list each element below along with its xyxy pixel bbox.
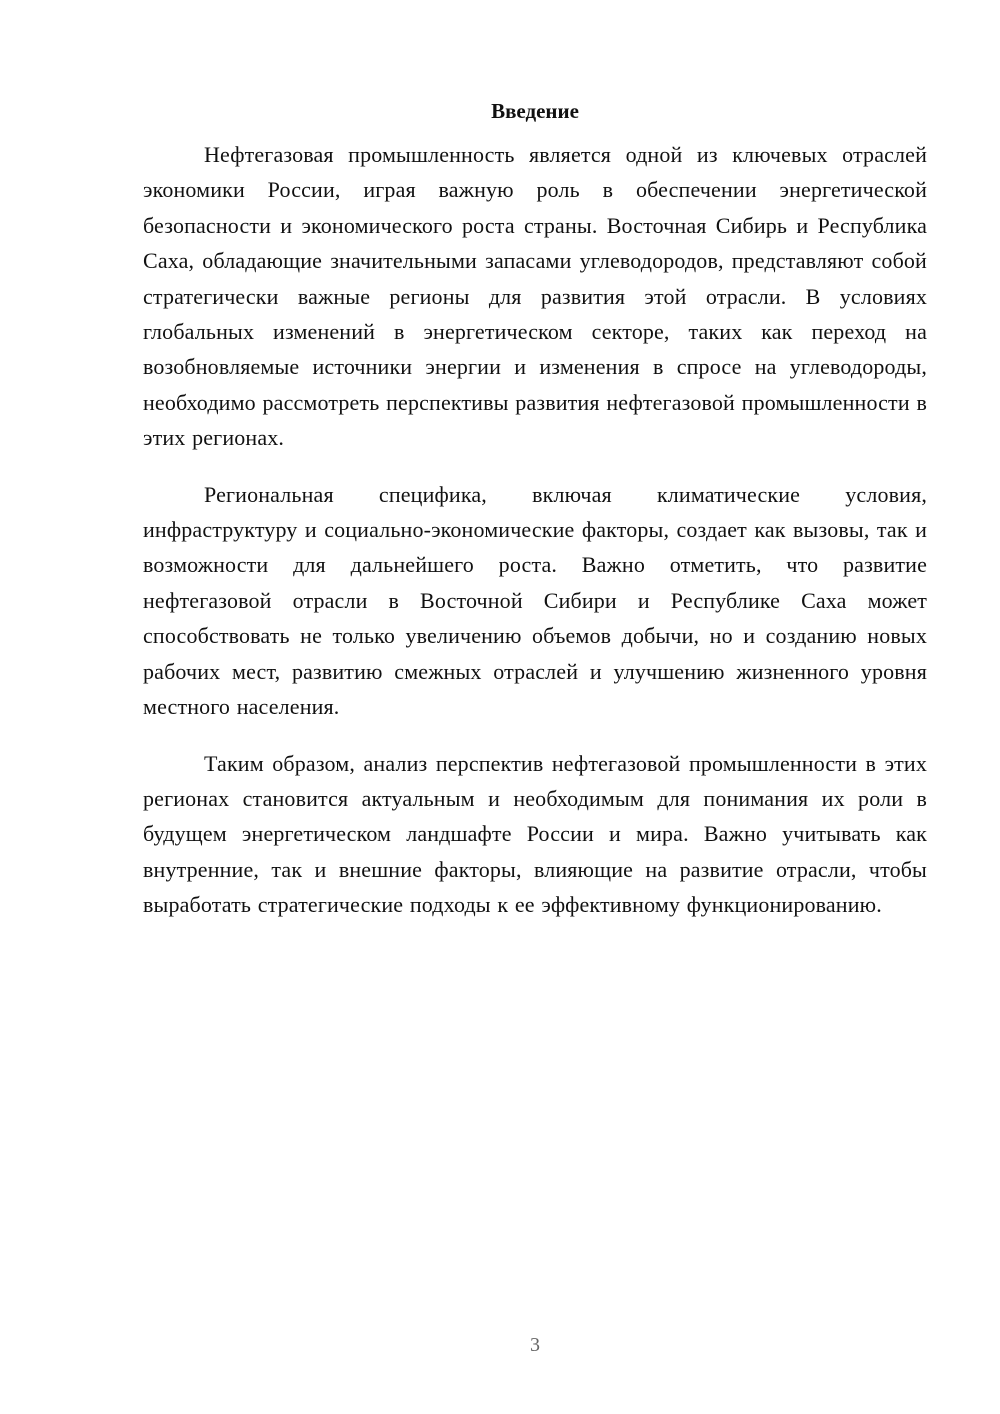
page-content bbox=[143, 96, 927, 944]
paragraph-3: Таким образом, анализ перспектив нефтегазовой промышленности в этих регионах становится актуальным и необходимым для понимания их роли в будущем энергетическом ландшафте России и мира. Важно учитывать как внутренние, так и внешние факторы, влияющие на развитие отрасли, чтобы выработать стратегические подходы к ее эффективному функционированию. bbox=[143, 750, 927, 918]
page-number: 3 bbox=[530, 1334, 540, 1356]
paragraph-1: Нефтегазовая промышленность является одной из ключевых отраслей экономики России, играя важную роль в обеспечении энергетической безопасности и экономического роста страны. Восточная Сибирь и Республика Саха, обладающие значительными запасами углеводородов, представляют собой стратегически важные регионы для развития этой отрасли. В условиях глобальных изменений в энергетическом секторе, таких как переход на возобновляемые источники энергии и изменения в спросе на углеводороды, необходимо рассмотреть перспективы развития нефтегазовой промышленности в этих регионах. bbox=[143, 142, 927, 451]
paragraph-2: Региональная специфика, включая климатические условия, инфраструктуру и социально-экономические факторы, создает как вызовы, так и возможности для дальнейшего роста. Важно отметить, что развитие нефтегазовой отрасли в Восточной Сибири и Республике Саха может способствовать не только увеличению объемов добычи, но и созданию новых рабочих мест, развитию смежных отраслей и улучшению жизненного уровня местного населения. bbox=[143, 481, 927, 720]
section-title: Введение bbox=[491, 99, 579, 123]
